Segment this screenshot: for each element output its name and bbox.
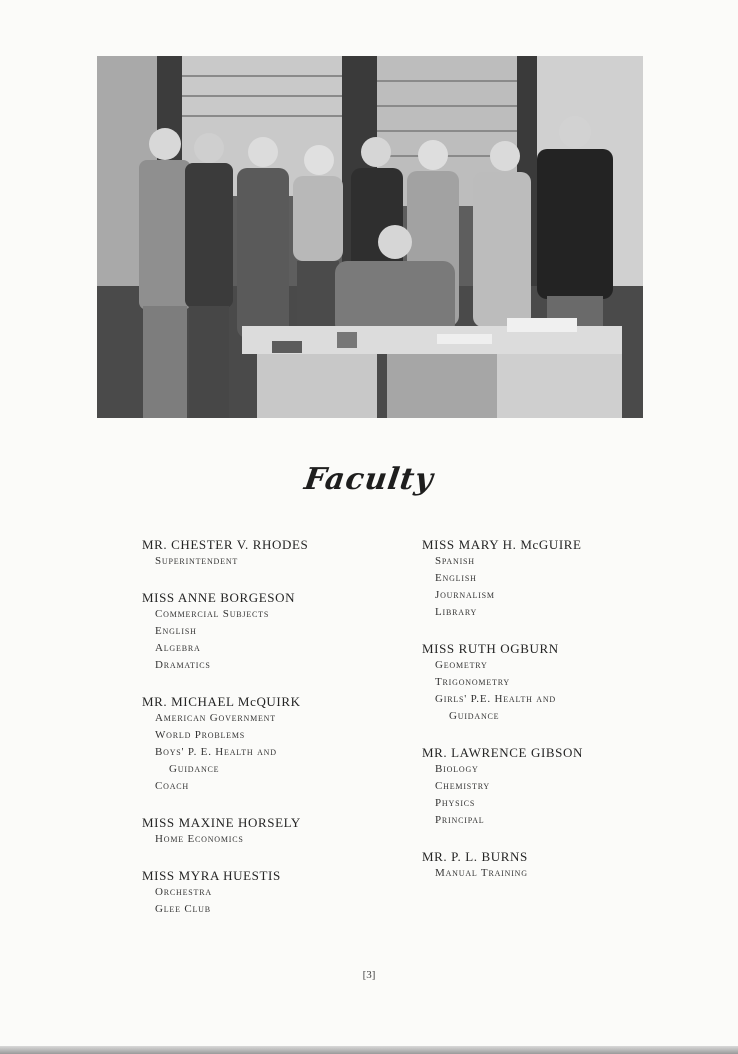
faculty-entry xyxy=(142,814,442,848)
faculty-role: Geometry xyxy=(435,659,488,671)
faculty-list-right xyxy=(422,536,722,901)
faculty-role: Coach xyxy=(155,780,190,792)
faculty-entry xyxy=(142,536,442,570)
faculty-role: Girls' P.E. Health and xyxy=(435,693,556,705)
faculty-name: MISS MAXINE HORSELY xyxy=(142,815,301,830)
faculty-heading: Faculty xyxy=(302,462,436,497)
faculty-entry xyxy=(422,744,722,829)
faculty-list-left xyxy=(142,536,442,937)
faculty-name: MISS RUTH OGBURN xyxy=(422,641,559,656)
page-bottom-edge xyxy=(0,1046,738,1054)
faculty-role: Principal xyxy=(435,814,485,826)
faculty-entry xyxy=(142,867,442,918)
faculty-role: Trigonometry xyxy=(435,676,510,688)
faculty-name: MISS MARY H. McGUIRE xyxy=(422,537,582,552)
page-number: [3] xyxy=(362,969,376,981)
faculty-role: Library xyxy=(435,606,478,618)
faculty-group-photo xyxy=(97,56,643,418)
faculty-entry xyxy=(142,589,442,674)
faculty-role: Orchestra xyxy=(155,886,212,898)
faculty-role: World Problems xyxy=(155,729,246,741)
faculty-name: MR. LAWRENCE GIBSON xyxy=(422,745,583,760)
faculty-name: MR. P. L. BURNS xyxy=(422,849,528,864)
faculty-name: MISS MYRA HUESTIS xyxy=(142,868,281,883)
faculty-name: MR. CHESTER V. RHODES xyxy=(142,537,309,552)
faculty-role: Biology xyxy=(435,763,479,775)
faculty-role: American Government xyxy=(155,712,276,724)
faculty-role: Commercial Subjects xyxy=(155,608,270,620)
faculty-role: Dramatics xyxy=(155,659,211,671)
faculty-role: English xyxy=(435,572,477,584)
faculty-entry xyxy=(422,640,722,725)
faculty-role: Glee Club xyxy=(155,903,211,915)
faculty-role: Boys' P. E. Health and xyxy=(155,746,277,758)
faculty-role: Manual Training xyxy=(435,867,528,879)
faculty-role: Home Economics xyxy=(155,833,244,845)
faculty-role: Superintendent xyxy=(155,555,239,567)
faculty-role: Journalism xyxy=(435,589,495,601)
faculty-entry xyxy=(422,536,722,621)
faculty-role: Algebra xyxy=(155,642,201,654)
faculty-entry xyxy=(142,693,442,795)
faculty-role: English xyxy=(155,625,197,637)
faculty-role: Guidance xyxy=(169,763,220,775)
faculty-role: Spanish xyxy=(435,555,475,567)
faculty-role: Physics xyxy=(435,797,476,809)
faculty-role: Chemistry xyxy=(435,780,490,792)
faculty-name: MR. MICHAEL McQUIRK xyxy=(142,694,301,709)
faculty-name: MISS ANNE BORGESON xyxy=(142,590,296,605)
faculty-entry xyxy=(422,848,722,882)
faculty-role: Guidance xyxy=(449,710,500,722)
